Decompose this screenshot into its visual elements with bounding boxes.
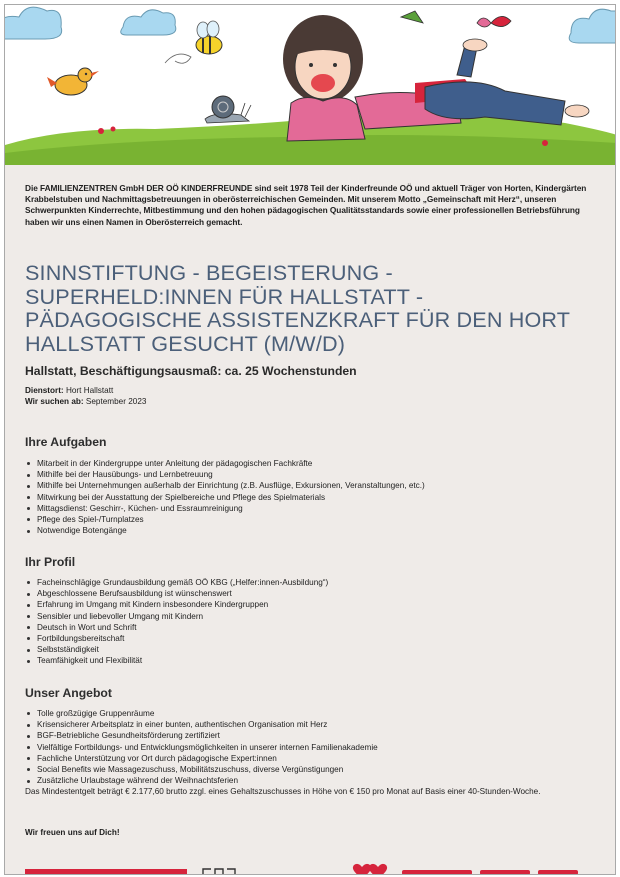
list-item: Mitwirkung bei der Ausstattung der Spielbereiche und Pflege des Spielmaterials — [25, 492, 425, 503]
kids-illustration — [5, 5, 615, 165]
dienstort-row — [25, 385, 146, 396]
start-label: Wir suchen ab: — [25, 397, 84, 406]
butterfly-icon — [477, 16, 511, 27]
section-title-angebot: Unser Angebot — [25, 686, 112, 700]
profil-list — [25, 577, 328, 667]
job-posting-page — [4, 4, 616, 875]
bird-icon — [47, 68, 99, 95]
job-meta — [25, 385, 146, 407]
aufgaben-list — [25, 458, 425, 536]
cloud-icon — [121, 10, 176, 35]
intro-paragraph: Die FAMILIENZENTREN GmbH DER OÖ KINDERFREUNDE sind seit 1978 Teil der Kinderfreunde OÖ und aktuell Träger von Horten, Kindergärten Krabbelstuben und Nachmittagsbetreuungen in oberösterreichischen Gemeinden. Mit unserem Motto „Gemeinschaft mit Herz“, unseren Schwerpunkten Kinderrechte, Mitbestimmung und den hohen pädagogischen Qualitätsstandards sowie einer professionellen Betriebsführung haben wir uns einen Namen in Oberösterreich gemacht. — [25, 183, 587, 227]
list-item: Erfahrung im Umgang mit Kindern insbesondere Kindergruppen — [25, 599, 328, 610]
cloud-icon — [5, 7, 62, 39]
footer-partner-mark — [201, 867, 241, 875]
list-item: Sensibler und liebevoller Umgang mit Kindern — [25, 611, 328, 622]
girl-character — [283, 15, 589, 141]
job-headline: SINNSTIFTUNG - BEGEISTERUNG - SUPERHELD:INNEN FÜR HALLSTATT - PÄDAGOGISCHE ASSISTENZKRAFT FÜR DEN HORT HALLSTATT GESUCHT (M/W/D) — [25, 260, 570, 356]
start-value: September 2023 — [85, 397, 147, 406]
list-item: BGF-Betriebliche Gesundheitsförderung zertifiziert — [25, 730, 378, 741]
list-item: Selbstständigkeit — [25, 644, 328, 655]
start-row — [25, 396, 146, 407]
salary-note: Das Mindestentgelt beträgt € 2.177,60 brutto zzgl. eines Gehaltszuschusses in Höhe von € 150 pro Monat auf Basis einer 40-Stunden-Woche. — [25, 787, 541, 796]
list-item: Deutsch in Wort und Schrift — [25, 622, 328, 633]
footer-accent-bar — [25, 869, 187, 875]
closing-line: Wir freuen uns auf Dich! — [25, 828, 120, 837]
section-title-aufgaben: Ihre Aufgaben — [25, 435, 107, 449]
list-item: Pflege des Spiel-/Turnplatzes — [25, 514, 425, 525]
list-item: Facheinschlägige Grundausbildung gemäß OÖ KBG („Helfer:innen-Ausbildung“) — [25, 577, 328, 588]
cloud-icon — [569, 9, 615, 43]
list-item: Mithilfe bei der Hausübungs- und Lernbetreuung — [25, 469, 425, 480]
list-item: Social Benefits wie Massagezuschuss, Mobilitätszuschuss, diverse Vergünstigungen — [25, 764, 378, 775]
list-item: Tolle großzügige Gruppenräume — [25, 708, 378, 719]
list-item: Fortbildungsbereitschaft — [25, 633, 328, 644]
list-item: Vielfältige Fortbildungs- und Entwicklungsmöglichkeiten in unserer internen Familienakademie — [25, 742, 378, 753]
list-item: Fachliche Unterstützung vor Ort durch pädagogische Expert:innen — [25, 753, 378, 764]
main-content — [25, 183, 593, 837]
location-hours: Hallstatt, Beschäftigungsausmaß: ca. 25 Wochenstunden — [25, 364, 357, 378]
list-item: Mitarbeit in der Kindergruppe unter Anleitung der pädagogischen Fachkräfte — [25, 458, 425, 469]
dienstort-label: Dienstort: — [25, 386, 64, 395]
section-title-profil: Ihr Profil — [25, 555, 76, 569]
list-item: Mittagsdienst: Geschirr-, Küchen- und Essraumreinigung — [25, 503, 425, 514]
list-item: Zusätzliche Urlaubstage während der Weihnachtsferien — [25, 775, 378, 786]
snail-icon — [205, 96, 251, 123]
heart-logo-icon — [350, 863, 595, 875]
list-item: Notwendige Botengänge — [25, 525, 425, 536]
list-item: Teamfähigkeit und Flexibilität — [25, 655, 328, 666]
list-item: Krisensicherer Arbeitsplatz in einer bunten, authentischen Organisation mit Herz — [25, 719, 378, 730]
header-illustration — [5, 5, 615, 165]
list-item: Abgeschlossene Berufsausbildung ist wünschenswert — [25, 588, 328, 599]
list-item: Mithilfe bei Unternehmungen außerhalb der Einrichtung (z.B. Ausflüge, Exkursionen, Veranstaltungen, etc.) — [25, 480, 425, 491]
dienstort-value: Hort Hallstatt — [65, 386, 114, 395]
angebot-list — [25, 708, 378, 786]
leaf-icon — [401, 11, 423, 23]
